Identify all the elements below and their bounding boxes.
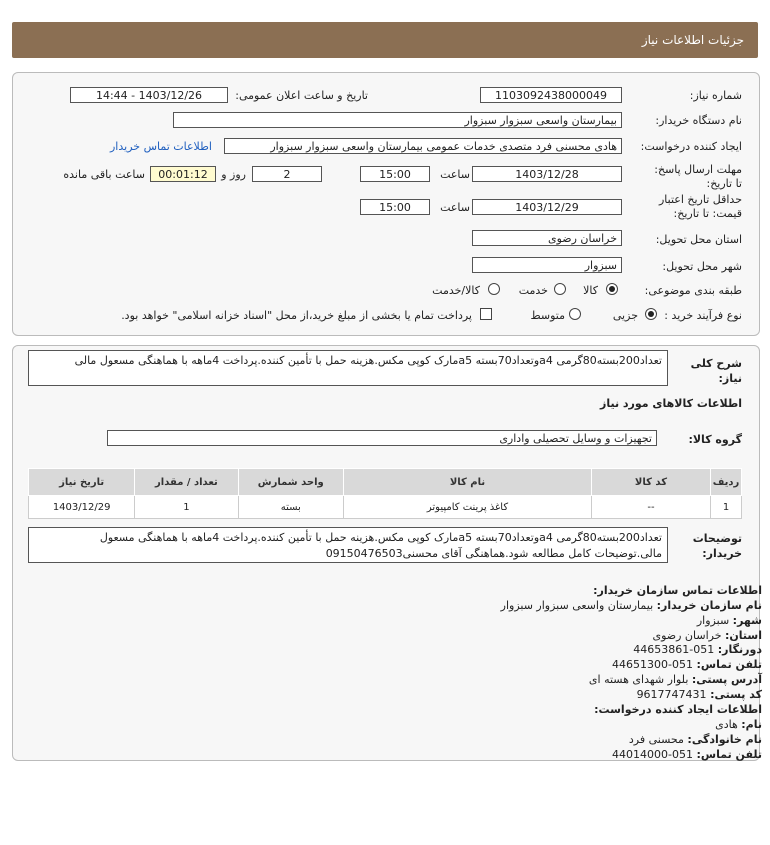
col-row: ردیف — [711, 469, 742, 496]
category-service-radio[interactable] — [554, 283, 566, 295]
remaining-time-field: 00:01:12 — [150, 166, 216, 182]
remaining-label: ساعت باقی مانده — [63, 168, 145, 181]
cell-name: کاغذ پرینت کامپیوتر — [344, 496, 592, 519]
goods-group-field: تجهیزات و وسایل تحصیلی واداری — [107, 430, 657, 446]
cell-code: -- — [591, 496, 710, 519]
cell-unit: بسته — [238, 496, 344, 519]
summary-label: شرح کلی نیاز: — [690, 357, 742, 385]
process-minor-label: جزیی — [612, 309, 638, 322]
col-code: کد کالا — [591, 469, 710, 496]
requester-phone: تلفن تماس: 051-44014000 — [612, 748, 762, 761]
creator-label: ایجاد کننده درخواست: — [640, 140, 742, 153]
city-field: سبزوار — [472, 257, 622, 273]
days-field: 2 — [252, 166, 322, 182]
summary-text: تعداد200بسته80گرمی a4وتعداد70بسته a5مارک کوپی مکس.هزینه حمل با تأمین کننده.پرداخت 4ماهه با هماهنگی مسعول مالی — [28, 350, 668, 386]
page-title: جزئیات اطلاعات نیاز — [641, 33, 744, 47]
validity-time-field: 15:00 — [360, 199, 430, 215]
contact-phone: تلفن تماس: 051-44651300 — [612, 658, 762, 671]
province-field: خراسان رضوی — [472, 230, 622, 246]
process-medium-label: متوسط — [530, 309, 565, 322]
category-service-label: خدمت — [518, 284, 548, 297]
treasury-checkbox[interactable] — [480, 308, 492, 320]
contact-fax: دورنگار: 051-44653861 — [633, 643, 762, 656]
validity-time-label: ساعت — [440, 201, 470, 214]
deadline-time-field: 15:00 — [360, 166, 430, 182]
treasury-text: پرداخت تمام یا بخشی از مبلغ خرید،از محل "اسناد خزانه اسلامی" خواهد بود. — [121, 309, 472, 322]
contact-postal: کد پستی: 9617747431 — [636, 688, 762, 701]
category-both-label: کالا/خدمت — [432, 284, 480, 297]
days-label: روز و — [221, 168, 246, 181]
buyer-notes-label: توضیحات خریدار: — [692, 532, 742, 560]
buyer-org-label: نام دستگاه خریدار: — [655, 114, 742, 127]
category-goods-label: کالا — [583, 284, 598, 297]
page-header — [12, 22, 758, 58]
city-label: شهر محل تحویل: — [662, 260, 742, 273]
contact-title: اطلاعات تماس سازمان خریدار: — [593, 584, 762, 597]
buyer-org-field: بیمارستان واسعی سبزوار سبزوار — [173, 112, 622, 128]
province-label: استان محل تحویل: — [655, 233, 742, 246]
buyer-notes-text: تعداد200بسته80گرمی a4وتعداد70بسته a5مارک کوپی مکس.هزینه حمل با تأمین کننده.پرداخت 4ماهه با هماهنگی مسعول مالی.توضیحات کامل مطالعه شود.هماهنگی آقای محسنی09150476503 — [28, 527, 668, 563]
goods-section-title: اطلاعات کالاهای مورد نیاز — [600, 397, 742, 410]
contact-org: نام سازمان خریدار: بیمارستان واسعی سبزوار سبزوار — [500, 599, 762, 612]
deadline-label: مهلت ارسال پاسخ: تا تاریخ: — [654, 163, 742, 190]
requester-title: اطلاعات ایجاد کننده درخواست: — [594, 703, 762, 716]
process-label: نوع فرآیند خرید : — [664, 309, 742, 322]
col-date: تاریخ نیاز — [29, 469, 135, 496]
contact-province: استان: خراسان رضوی — [652, 629, 762, 642]
process-medium-radio[interactable] — [569, 308, 581, 320]
goods-table — [28, 468, 742, 519]
announce-field: 1403/12/26 - 14:44 — [70, 87, 228, 103]
need-number-label: شماره نیاز: — [689, 89, 742, 102]
contact-city: شهر: سبزوار — [696, 614, 762, 627]
category-both-radio[interactable] — [488, 283, 500, 295]
category-label: طبقه بندی موضوعی: — [644, 284, 742, 297]
validity-date-field: 1403/12/29 — [472, 199, 622, 215]
creator-field: هادی محسنی فرد متصدی خدمات عمومی بیمارستان واسعی سبزوار سبزوار — [224, 138, 622, 154]
cell-row: 1 — [711, 496, 742, 519]
cell-qty: 1 — [135, 496, 238, 519]
requester-family: نام خانوادگی: محسنی فرد — [628, 733, 762, 746]
validity-label: حداقل تاریخ اعتبار قیمت: تا تاریخ: — [658, 193, 742, 220]
category-goods-radio[interactable] — [606, 283, 618, 295]
goods-group-label: گروه کالا: — [688, 433, 742, 446]
table-header-row — [29, 469, 742, 496]
col-unit: واحد شمارش — [238, 469, 344, 496]
announce-label: تاریخ و ساعت اعلان عمومی: — [235, 89, 368, 102]
deadline-date-field: 1403/12/28 — [472, 166, 622, 182]
requester-name: نام: هادی — [715, 718, 762, 731]
col-name: نام کالا — [344, 469, 592, 496]
table-row — [29, 496, 742, 519]
cell-date: 1403/12/29 — [29, 496, 135, 519]
need-number-field: 1103092438000049 — [480, 87, 622, 103]
contact-address: آدرس پستی: بلوار شهدای هسته ای — [588, 673, 762, 686]
col-qty: تعداد / مقدار — [135, 469, 238, 496]
contact-info-link[interactable]: اطلاعات تماس خریدار — [110, 140, 212, 153]
process-minor-radio[interactable] — [645, 308, 657, 320]
deadline-time-label: ساعت — [440, 168, 470, 181]
